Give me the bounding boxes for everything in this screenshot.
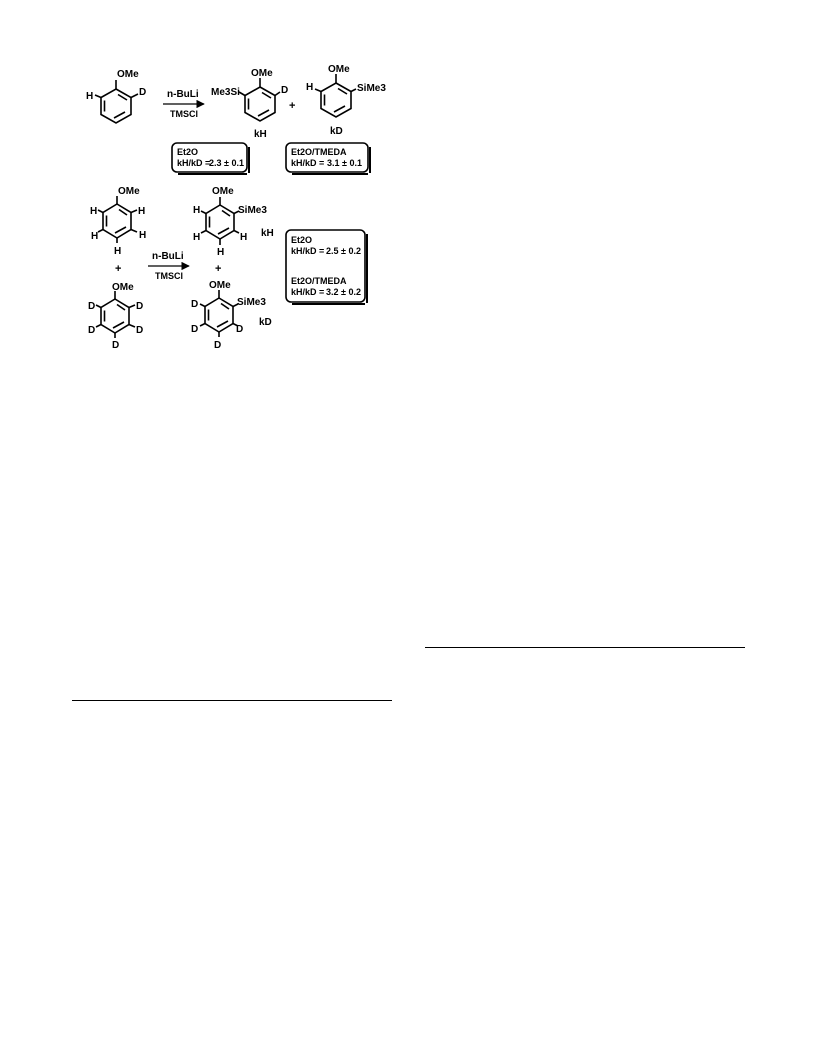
hydrogen-label: H [91, 231, 99, 242]
deuterium-label: D [88, 301, 96, 312]
deuterium-label: D [136, 325, 144, 336]
hydrogen-label: H [217, 247, 225, 258]
reaction2-reactant-h [90, 186, 146, 257]
reaction1-reactant [86, 69, 146, 123]
kie-box-combined [286, 230, 367, 304]
rate-constant-kd: kD [259, 317, 272, 328]
methoxy-label: OMe [118, 186, 140, 197]
rate-constant-kh: kH [254, 129, 267, 140]
methoxy-label: OMe [117, 69, 139, 80]
reaction2-arrow [148, 251, 189, 281]
hydrogen-label: H [193, 205, 201, 216]
hydrogen-label: H [240, 232, 248, 243]
hydrogen-label: H [193, 232, 201, 243]
solvent-label: Et2O [291, 235, 313, 245]
trimethylsilyl-label: SiMe3 [237, 297, 266, 308]
hydrogen-label: H [138, 206, 146, 217]
deuterium-label: D [112, 340, 120, 351]
trimethylsilyl-label: SiMe3 [238, 205, 267, 216]
reaction1-product-d [306, 64, 386, 137]
solvent-label: Et2O/TMEDA [291, 147, 347, 157]
deuterium-label: D [88, 325, 96, 336]
kie-label: kH/kD = [291, 158, 325, 168]
kie-box-tmeda [286, 143, 370, 174]
kie-label: kH/kD = [177, 158, 211, 168]
benzene-ring [96, 291, 135, 338]
rate-constant-kd: kD [330, 126, 343, 137]
deuterium-label: D [191, 324, 199, 335]
trimethylsilyl-label: SiMe3 [357, 83, 386, 94]
kie-label: kH/kD = [291, 287, 325, 297]
kie-value: 2.3 ± 0.1 [209, 158, 244, 168]
hydrogen-label: H [306, 82, 314, 93]
benzene-ring [98, 196, 137, 243]
kie-value: 2.5 ± 0.2 [326, 246, 361, 256]
kie-box-et2o [172, 143, 249, 174]
methoxy-label: OMe [112, 282, 134, 293]
plus-sign: + [215, 263, 222, 275]
footnote-rule-left [72, 700, 392, 701]
reagent-tmscl: TMSCl [170, 109, 198, 119]
kie-value: 3.2 ± 0.2 [326, 287, 361, 297]
methoxy-label: OMe [328, 64, 350, 75]
reaction2-product-h [193, 186, 274, 258]
footnote-rule-right [425, 647, 745, 648]
hydrogen-label: H [114, 246, 122, 257]
hydrogen-label: H [90, 206, 98, 217]
benzene-ring [239, 78, 280, 121]
plus-sign: + [115, 263, 122, 275]
reagent-tmscl: TMSCl [155, 271, 183, 281]
methoxy-label: OMe [251, 68, 273, 79]
benzene-ring [95, 80, 138, 123]
deuterium-label: D [281, 85, 289, 96]
rate-constant-kh: kH [261, 228, 274, 239]
methoxy-label: OMe [209, 280, 231, 291]
deuterium-label: D [214, 340, 222, 351]
reaction1-arrow [163, 89, 204, 119]
plus-sign: + [289, 100, 296, 112]
hydrogen-label: H [86, 91, 94, 102]
methoxy-label: OMe [212, 186, 234, 197]
benzene-ring [200, 290, 238, 337]
reagent-nbuli: n-BuLi [152, 251, 184, 262]
kie-value: 3.1 ± 0.1 [327, 158, 362, 168]
trimethylsilyl-label: Me3Si [211, 87, 240, 98]
solvent-label: Et2O/TMEDA [291, 276, 347, 286]
benzene-ring [201, 197, 239, 245]
reaction2-reactant-d [88, 282, 143, 351]
reaction2-product-d [191, 280, 272, 351]
reagent-nbuli: n-BuLi [167, 89, 199, 100]
reaction1-product-h [211, 68, 288, 140]
kie-label: kH/kD = [291, 246, 325, 256]
hydrogen-label: H [139, 230, 147, 241]
deuterium-label: D [139, 87, 147, 98]
benzene-ring [315, 74, 356, 117]
deuterium-label: D [191, 299, 199, 310]
deuterium-label: D [136, 301, 144, 312]
deuterium-label: D [236, 324, 244, 335]
solvent-label: Et2O [177, 147, 199, 157]
